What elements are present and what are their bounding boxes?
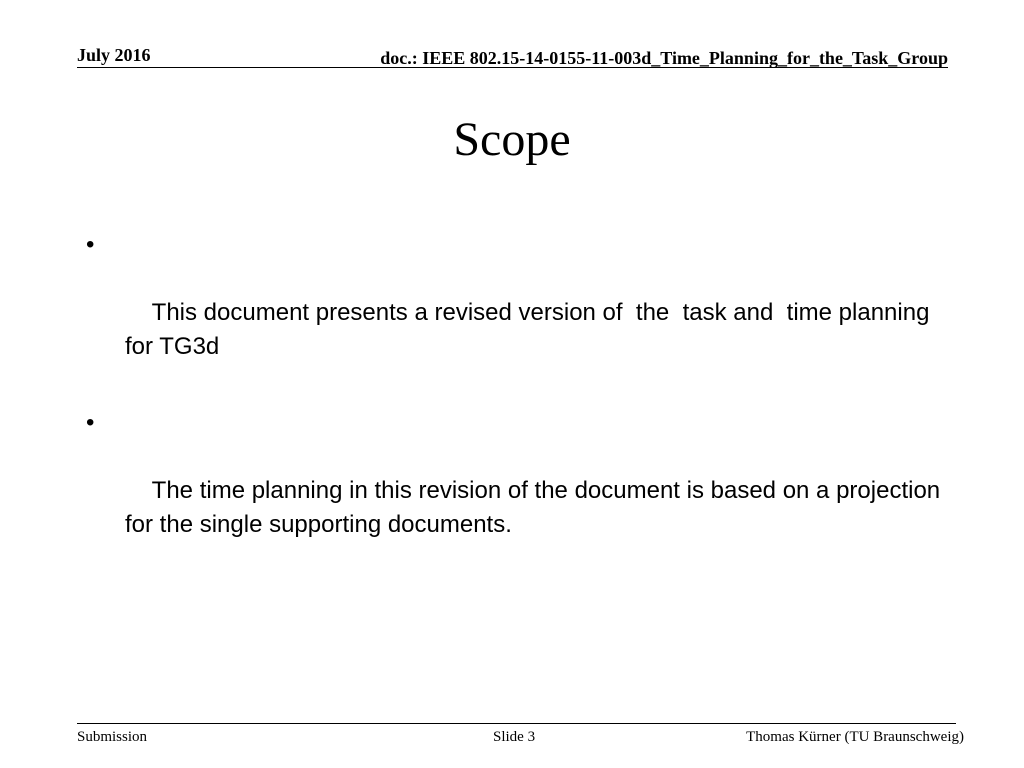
footer-slide-number: Slide 3 [493, 729, 536, 745]
bullet-marker: • [86, 231, 95, 258]
bullet-list [86, 228, 946, 584]
bullet-item [86, 228, 946, 398]
bullet-text: The time planning in this revision of the document is based on a projection for the single supporting documents. [125, 477, 947, 538]
bullet-item [86, 406, 946, 576]
bullet-text: This document presents a revised version of the task and time planning for TG3d [125, 299, 943, 360]
header-date: July 2016 [77, 45, 151, 65]
slide-title: Scope [453, 113, 571, 166]
bullet-marker: • [86, 409, 95, 436]
footer-author: Thomas Kürner (TU Braunschweig) [746, 729, 964, 745]
footer-submission: Submission [77, 729, 148, 745]
header-document-id: doc.: IEEE 802.15-14-0155-11-003d_Time_Planning_for_the_Task_Group [380, 48, 948, 68]
header-divider [77, 67, 948, 68]
footer-divider [77, 723, 956, 724]
